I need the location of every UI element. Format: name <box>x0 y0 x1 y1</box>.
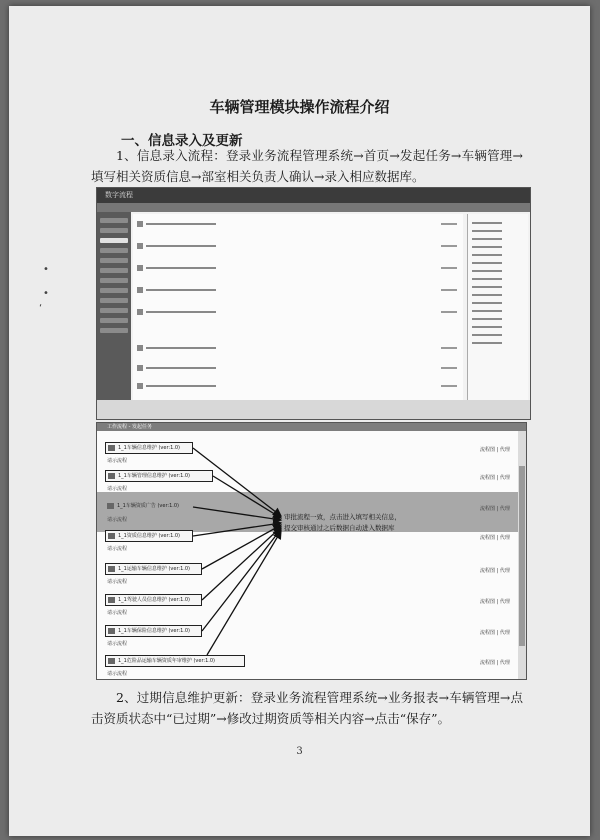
document-page <box>9 6 590 836</box>
process-links[interactable]: 流程图 | 代理 <box>480 630 510 636</box>
scan-mark: • <box>43 288 49 299</box>
list-item[interactable] <box>137 308 457 316</box>
list-item[interactable] <box>137 286 457 294</box>
arrow-line <box>193 523 281 536</box>
sidebar-item[interactable] <box>100 248 128 253</box>
arrow-line <box>202 527 281 600</box>
sidebar-item[interactable] <box>100 328 128 333</box>
arrow-line <box>202 529 281 631</box>
process-subtitle: 请示流程 <box>107 641 128 647</box>
sidebar-item[interactable] <box>100 218 128 223</box>
tree-item[interactable] <box>472 262 502 264</box>
callout-annotation <box>284 512 444 534</box>
tree-item[interactable] <box>472 270 502 272</box>
list-item[interactable] <box>137 344 457 352</box>
tree-item[interactable] <box>472 302 502 304</box>
list-item[interactable] <box>137 264 457 272</box>
list-item[interactable] <box>137 382 457 390</box>
tree-item[interactable] <box>472 278 502 280</box>
window-title: 工作流程 - 发起任务 <box>107 424 152 430</box>
process-links[interactable]: 流程图 | 代理 <box>480 447 510 453</box>
paragraph-2: 2、过期信息维护更新：登录业务流程管理系统→业务报表→车辆管理→点击资质状态中“已过期”→修改过期资质等相关内容→点击“保存”。 <box>91 690 523 726</box>
sidebar-item[interactable] <box>100 288 128 293</box>
process-subtitle: 请示流程 <box>107 458 128 464</box>
arrow-line <box>207 531 281 655</box>
arrow-line <box>202 525 281 569</box>
scan-mark: • <box>43 264 49 275</box>
process-item[interactable]: 1_1驾驶人员信息维护 (ver:1.0) <box>105 594 202 606</box>
process-links[interactable]: 流程图 | 代理 <box>480 506 510 512</box>
process-links[interactable]: 流程图 | 代理 <box>480 568 510 574</box>
process-links[interactable]: 流程图 | 代理 <box>480 535 510 541</box>
process-item[interactable]: 1_1车辆保险信息维护 (ver:1.0) <box>105 625 202 637</box>
list-item[interactable] <box>137 242 457 250</box>
process-links[interactable]: 流程图 | 代理 <box>480 660 510 666</box>
process-subtitle: 请示流程 <box>107 610 128 616</box>
list-item[interactable] <box>137 220 457 228</box>
sidebar-item[interactable] <box>100 268 128 273</box>
process-item[interactable]: 1_1车辆资质广告 (ver:1.0) <box>105 501 193 513</box>
process-subtitle: 请示流程 <box>107 671 128 677</box>
tree-item[interactable] <box>472 318 502 320</box>
app-sidebar <box>97 212 131 419</box>
tree-item[interactable] <box>472 246 502 248</box>
callout-line-2: 提交审核通过之后数据自动进入数据库 <box>284 524 395 532</box>
process-subtitle: 请示流程 <box>107 486 128 492</box>
process-subtitle: 请示流程 <box>107 517 128 523</box>
screenshot-task-list <box>96 422 527 680</box>
tree-item[interactable] <box>472 310 502 312</box>
tree-item[interactable] <box>472 230 502 232</box>
sidebar-item[interactable] <box>100 298 128 303</box>
section-heading: 一、信息录入及更新 <box>121 133 243 149</box>
paragraph-1: 1、信息录入流程：登录业务流程管理系统→首页→发起任务→车辆管理→填写相关资质信息→部室相关负责人确认→录入相应数据库。 <box>91 148 523 184</box>
sidebar-item-active[interactable] <box>100 238 128 243</box>
sidebar-item[interactable] <box>100 278 128 283</box>
category-tree <box>467 214 528 400</box>
process-item[interactable]: 1_1资质信息维护 (ver:1.0) <box>105 530 193 542</box>
process-item[interactable]: 1_1危险品运输车辆资质年审维护 (ver:1.0) <box>105 655 245 667</box>
app-toolbar <box>97 203 530 212</box>
tree-item[interactable] <box>472 238 502 240</box>
process-item[interactable]: 1_1车辆信息维护 (ver:1.0) <box>105 442 193 454</box>
process-subtitle: 请示流程 <box>107 546 128 552</box>
tree-item[interactable] <box>472 222 502 224</box>
arrow-line <box>193 507 281 520</box>
task-list <box>133 214 463 400</box>
tree-item[interactable] <box>472 286 502 288</box>
process-links[interactable]: 流程图 | 代理 <box>480 599 510 605</box>
arrow-line <box>193 448 281 516</box>
tree-item[interactable] <box>472 326 502 328</box>
scan-mark: ‘ <box>39 303 43 314</box>
sidebar-item[interactable] <box>100 258 128 263</box>
app-logo: 数字流程 <box>105 191 133 199</box>
process-item[interactable]: 1_1车辆管理信息维护 (ver:1.0) <box>105 470 213 482</box>
tree-item[interactable] <box>472 342 502 344</box>
tree-item[interactable] <box>472 334 502 336</box>
process-links[interactable]: 流程图 | 代理 <box>480 475 510 481</box>
callout-arrows <box>97 423 526 679</box>
process-subtitle: 请示流程 <box>107 579 128 585</box>
process-item[interactable]: 1_1运输车辆信息维护 (ver:1.0) <box>105 563 202 575</box>
status-bar <box>97 400 530 419</box>
tree-item[interactable] <box>472 254 502 256</box>
sidebar-item[interactable] <box>100 228 128 233</box>
callout-line-1: 审批流程一致，点击进入填写相关信息， <box>284 513 401 521</box>
list-item[interactable] <box>137 364 457 372</box>
tree-item[interactable] <box>472 294 502 296</box>
app-header <box>97 188 530 203</box>
page-number: 3 <box>296 746 303 757</box>
screenshot-system-home <box>96 187 531 420</box>
sidebar-item[interactable] <box>100 308 128 313</box>
document-title: 车辆管理模块操作流程介绍 <box>209 98 390 116</box>
sidebar-item[interactable] <box>100 318 128 323</box>
